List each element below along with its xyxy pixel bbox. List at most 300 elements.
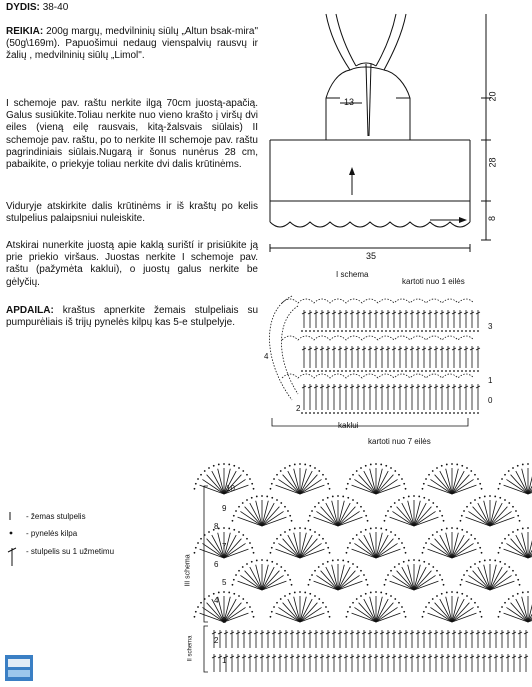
chain-mark [436, 506, 438, 508]
chain-mark [365, 579, 367, 581]
chain-mark [249, 606, 251, 608]
chain-mark [432, 470, 434, 472]
chain-mark [228, 464, 230, 466]
chart-1-title: I schema [336, 270, 369, 279]
chain-mark [401, 542, 403, 544]
chain-mark [329, 370, 331, 372]
chain-mark [381, 412, 383, 414]
chain-mark [365, 412, 367, 414]
chart-2-grid [194, 463, 532, 672]
chain-mark [428, 538, 430, 540]
chain-mark [456, 528, 458, 530]
chain-mark [441, 465, 443, 467]
chain-mark [484, 560, 486, 562]
chain-mark [397, 412, 399, 414]
chain-mark [499, 611, 501, 613]
chain-mark [314, 595, 316, 597]
chain-mark [394, 566, 396, 568]
chain-mark [249, 478, 251, 480]
chain-mark [271, 561, 273, 563]
chain-mark [375, 463, 377, 465]
chain-mark [325, 330, 327, 332]
chain-mark [256, 496, 258, 498]
chain-mark [284, 506, 286, 508]
chain-mark [204, 534, 206, 536]
chain-mark [422, 616, 424, 618]
chain-mark [318, 598, 320, 600]
chain-mark [200, 538, 202, 540]
instructions-paragraph-2: Viduryje atskirkite dalis krūtinėms ir iš kraštų po kelis stulpelius palaipsniui nuleiskite. [6, 201, 258, 225]
chain-mark [233, 529, 235, 531]
chain-mark [314, 570, 316, 572]
chain-mark [390, 531, 392, 533]
chain-mark [436, 467, 438, 469]
chain-mark [385, 412, 387, 414]
chain-mark [314, 531, 316, 533]
chain-mark [479, 561, 481, 563]
chain-mark [313, 370, 315, 372]
chain-mark [494, 496, 496, 498]
chain-mark [327, 561, 329, 563]
chain-mark [428, 563, 430, 565]
chain-mark [456, 592, 458, 594]
chart-1-row-1: 1 [488, 376, 493, 385]
chart-1-row-0: 0 [488, 396, 493, 405]
chain-mark [322, 474, 324, 476]
chain-mark [289, 465, 291, 467]
chain-mark [246, 499, 248, 501]
chain-mark [347, 561, 349, 563]
chain-mark [489, 495, 491, 497]
chain-mark [232, 584, 234, 586]
chain-mark [332, 560, 334, 562]
chain-mark [436, 595, 438, 597]
chain-mark [235, 574, 237, 576]
chain-mark [256, 560, 258, 562]
chain-mark [305, 330, 307, 332]
chart-2-row-10: 10 [226, 484, 235, 493]
chain-mark [349, 478, 351, 480]
chain-mark [401, 412, 403, 414]
chain-mark [309, 515, 311, 517]
chain-mark [228, 528, 230, 530]
chain-mark [408, 560, 410, 562]
chain-mark [253, 616, 255, 618]
chain-mark [321, 412, 323, 414]
chain-mark [423, 547, 425, 549]
chain-mark [261, 559, 263, 561]
chain-mark [318, 502, 320, 504]
chain-mark [405, 370, 407, 372]
chain-mark [294, 464, 296, 466]
chain-mark [398, 538, 400, 540]
chain-mark [461, 593, 463, 595]
chain-mark [504, 538, 506, 540]
chart-2-row-3: 3 [222, 616, 227, 625]
chain-mark [356, 566, 358, 568]
chain-mark [466, 506, 468, 508]
chain-mark [304, 528, 306, 530]
chain-mark [289, 515, 291, 517]
chain-mark [403, 497, 405, 499]
chain-mark [417, 370, 419, 372]
chain-mark [375, 591, 377, 593]
chain-mark [289, 593, 291, 595]
chain-mark [195, 547, 197, 549]
chain-mark [346, 488, 348, 490]
chain-mark [253, 488, 255, 490]
chain-mark [305, 370, 307, 372]
chain-mark [522, 464, 524, 466]
chain-mark [284, 531, 286, 533]
chain-mark [357, 330, 359, 332]
chain-mark [361, 330, 363, 332]
chain-mark [342, 560, 344, 562]
chain-mark [477, 412, 479, 414]
chain-mark [349, 330, 351, 332]
chain-mark [381, 370, 383, 372]
chain-mark [441, 593, 443, 595]
chain-mark [394, 598, 396, 600]
chain-mark [393, 370, 395, 372]
chain-mark [527, 463, 529, 465]
chain-mark [466, 570, 468, 572]
chain-mark [489, 559, 491, 561]
chain-mark [441, 412, 443, 414]
chart-2-row-6: 6 [214, 560, 219, 569]
size-value: 38-40 [42, 2, 69, 13]
chain-mark [311, 574, 313, 576]
chain-mark [276, 538, 278, 540]
chain-mark [470, 502, 472, 504]
size-label: DYDIS: [6, 2, 40, 13]
chain-mark [327, 483, 329, 485]
instructions-paragraph-1: I schemoje pav. raštu nerkite ilgą 70cm juostą-apačią. Galus susiūkite.Toliau nerkite nuo vieno krašto į viršų dvi eiles (vieną eilę rausvais, kitą-žalsvais siūlais) II schemoje pav. raštu, po to nerkite III schemoje pav. raštu pagrindiniais siūlais.Nugarą ir šonus nunėrus 28 cm, pabaikite, o priekyje toliau nerkite dvi dalis krūtinėms. [6, 98, 258, 171]
chart-1-row-3: 3 [488, 322, 493, 331]
chain-mark [356, 534, 358, 536]
chain-mark [473, 370, 475, 372]
chain-mark [329, 330, 331, 332]
chain-mark [301, 330, 303, 332]
chain-mark [437, 370, 439, 372]
chain-mark [223, 463, 225, 465]
garment-schematic [270, 14, 491, 252]
chain-mark [261, 495, 263, 497]
chain-mark [238, 595, 240, 597]
chain-mark [342, 496, 344, 498]
chain-mark [446, 592, 448, 594]
chain-mark [474, 563, 476, 565]
chain-mark [439, 510, 441, 512]
chain-mark [329, 616, 331, 618]
chain-mark [451, 463, 453, 465]
chain-mark [345, 370, 347, 372]
chain-mark [284, 570, 286, 572]
chain-mark [360, 467, 362, 469]
chain-mark [477, 542, 479, 544]
chain-mark [332, 496, 334, 498]
chain-mark [432, 598, 434, 600]
chain-mark [208, 531, 210, 533]
chain-mark [271, 497, 273, 499]
chain-mark [347, 611, 349, 613]
chain-mark [233, 465, 235, 467]
chain-mark [470, 566, 472, 568]
chain-mark [453, 412, 455, 414]
chain-mark [208, 467, 210, 469]
chain-mark [498, 616, 500, 618]
chart-1-grid [270, 296, 481, 426]
chain-mark [273, 542, 275, 544]
chain-mark [251, 547, 253, 549]
legend-double-crochet: - stulpelis su 1 užmetimu [26, 547, 115, 556]
chain-mark [445, 412, 447, 414]
chain-mark [385, 370, 387, 372]
chain-mark [213, 465, 215, 467]
chain-mark [494, 560, 496, 562]
chain-mark [304, 464, 306, 466]
chain-mark [385, 529, 387, 531]
chain-mark [246, 474, 248, 476]
chain-mark [477, 478, 479, 480]
chain-mark [352, 602, 354, 604]
chain-mark [223, 527, 225, 529]
chain-mark [271, 547, 273, 549]
chain-mark [317, 412, 319, 414]
chart-1-neck-label: kaklui [338, 421, 359, 430]
chain-mark [367, 520, 369, 522]
chain-mark [394, 470, 396, 472]
chain-mark [284, 467, 286, 469]
chain-mark [398, 499, 400, 501]
chain-mark [473, 330, 475, 332]
chain-mark [423, 611, 425, 613]
chain-mark [403, 561, 405, 563]
chain-mark [352, 499, 354, 501]
chain-mark [461, 330, 463, 332]
chain-mark [470, 534, 472, 536]
chain-mark [347, 497, 349, 499]
chain-mark [357, 370, 359, 372]
chart-2-row-5: 5 [222, 578, 227, 587]
chain-mark [360, 595, 362, 597]
chain-mark [373, 370, 375, 372]
dim-13-label: 13 [344, 97, 355, 107]
chain-mark [301, 412, 303, 414]
chain-mark [329, 412, 331, 414]
chain-mark [200, 474, 202, 476]
chain-mark [508, 534, 510, 536]
chain-mark [318, 470, 320, 472]
chain-mark [384, 520, 386, 522]
chain-mark [441, 579, 443, 581]
chain-mark [389, 370, 391, 372]
chain-mark [294, 528, 296, 530]
chain-mark [337, 330, 339, 332]
chain-mark [377, 370, 379, 372]
chain-mark [353, 370, 355, 372]
chart-1-repeat-label: kartoti nuo 1 eilės [402, 277, 465, 286]
chain-mark [280, 502, 282, 504]
chain-mark [349, 370, 351, 372]
chain-mark [251, 611, 253, 613]
chain-mark [405, 330, 407, 332]
chain-mark [413, 412, 415, 414]
chain-mark [460, 584, 462, 586]
chain-mark [280, 470, 282, 472]
chain-mark [347, 483, 349, 485]
chain-mark [337, 495, 339, 497]
chain-mark [457, 370, 459, 372]
chain-mark [423, 561, 425, 563]
chain-mark [403, 547, 405, 549]
chain-mark [441, 529, 443, 531]
chain-mark [433, 412, 435, 414]
chain-mark [233, 515, 235, 517]
chain-mark [200, 602, 202, 604]
chain-mark [413, 559, 415, 561]
chain-mark [422, 488, 424, 490]
chain-mark [289, 529, 291, 531]
chain-mark [194, 616, 196, 618]
chain-mark [436, 531, 438, 533]
chain-mark [522, 528, 524, 530]
chain-mark [299, 591, 301, 593]
chain-mark [512, 467, 514, 469]
chain-mark [301, 370, 303, 372]
chain-mark [313, 330, 315, 332]
chain-mark [246, 538, 248, 540]
chain-mark [517, 465, 519, 467]
chain-mark [508, 566, 510, 568]
chain-mark [337, 412, 339, 414]
chain-mark [357, 412, 359, 414]
chain-mark [363, 510, 365, 512]
chain-mark [463, 510, 465, 512]
chain-mark [405, 616, 407, 618]
chain-mark [477, 330, 479, 332]
chart-2-repeat-label: kartoti nuo 7 eilės [368, 437, 431, 446]
chain-mark [390, 467, 392, 469]
chain-mark [327, 611, 329, 613]
chain-mark [421, 330, 423, 332]
chain-mark [327, 497, 329, 499]
chain-mark [329, 552, 331, 554]
chain-mark [517, 593, 519, 595]
chain-mark [325, 606, 327, 608]
chain-mark [309, 529, 311, 531]
needs-label: REIKIA: [6, 26, 44, 37]
chain-mark [238, 570, 240, 572]
chain-mark [460, 520, 462, 522]
chain-mark [218, 592, 220, 594]
chain-mark [473, 412, 475, 414]
chain-mark [218, 464, 220, 466]
chain-mark [195, 483, 197, 485]
chain-mark [235, 510, 237, 512]
chain-mark [387, 574, 389, 576]
chain-mark [276, 474, 278, 476]
chain-mark [353, 330, 355, 332]
chain-mark [453, 370, 455, 372]
chain-mark [314, 506, 316, 508]
chain-mark [428, 602, 430, 604]
chain-mark [321, 330, 323, 332]
chain-mark [327, 547, 329, 549]
chain-mark [522, 592, 524, 594]
chain-mark [479, 611, 481, 613]
chain-mark [453, 330, 455, 332]
chain-mark [270, 488, 272, 490]
chain-mark [309, 579, 311, 581]
chain-mark [321, 370, 323, 372]
chain-mark [385, 593, 387, 595]
chain-mark [461, 412, 463, 414]
chain-mark [233, 593, 235, 595]
chain-mark [370, 528, 372, 530]
chain-mark [469, 412, 471, 414]
chain-mark [308, 584, 310, 586]
chain-mark [405, 412, 407, 414]
chain-mark [309, 593, 311, 595]
chain-mark [409, 370, 411, 372]
chain-mark [197, 606, 199, 608]
chain-mark [385, 579, 387, 581]
chain-mark [504, 474, 506, 476]
chain-mark [390, 506, 392, 508]
chain-mark [451, 527, 453, 529]
chain-mark [479, 497, 481, 499]
chain-mark [481, 488, 483, 490]
dim-35-label: 35 [366, 251, 377, 261]
chain-mark [417, 412, 419, 414]
chain-mark [253, 552, 255, 554]
chain-mark [314, 467, 316, 469]
chain-mark [409, 412, 411, 414]
magazine-logo-icon [4, 654, 34, 682]
chain-mark [504, 602, 506, 604]
chain-mark [280, 598, 282, 600]
chain-mark [504, 563, 506, 565]
chain-mark [365, 593, 367, 595]
chain-mark [423, 497, 425, 499]
chain-mark [479, 483, 481, 485]
chain-mark [360, 506, 362, 508]
chain-mark [517, 579, 519, 581]
chart-2-row-7: 7 [222, 542, 227, 551]
chain-mark [441, 330, 443, 332]
chain-mark [308, 520, 310, 522]
chain-mark [469, 330, 471, 332]
legend-low-stitch: - žemas stulpelis [26, 512, 86, 521]
chain-mark [242, 534, 244, 536]
chain-mark [390, 595, 392, 597]
chain-mark [238, 531, 240, 533]
chain-mark [318, 566, 320, 568]
chain-mark [446, 464, 448, 466]
chain-mark [280, 566, 282, 568]
chain-mark [276, 602, 278, 604]
chain-mark [517, 529, 519, 531]
needs-text: 200g margų, medvilninių siūlų „Altun bsak-mira"(50g\169m). Papuošimui nedaug vienspalvių rausvų ir žalių , medvilninių siūlų „Limol". [6, 26, 258, 62]
chain-mark [512, 570, 514, 572]
chain-mark [405, 552, 407, 554]
chain-mark [380, 528, 382, 530]
chain-mark [352, 563, 354, 565]
chain-mark [353, 412, 355, 414]
chain-mark [270, 552, 272, 554]
chain-mark [349, 412, 351, 414]
